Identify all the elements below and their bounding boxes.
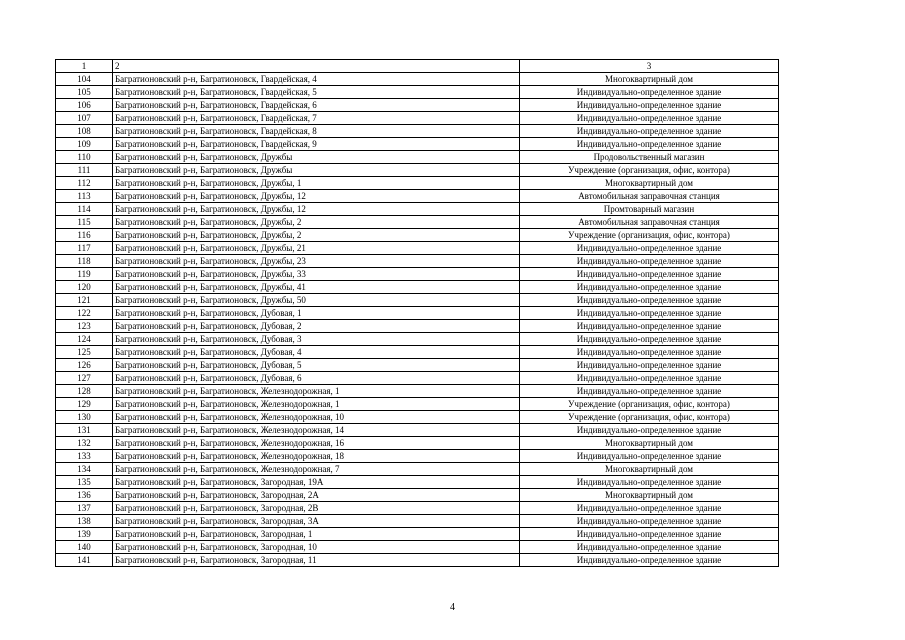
table-row bbox=[56, 229, 779, 242]
row-number-cell: 139 bbox=[56, 528, 113, 541]
row-number-cell: 111 bbox=[56, 164, 113, 177]
address-cell: Багратионовский р-н, Багратионовск, Загородная, 2В bbox=[113, 502, 520, 515]
row-number-cell: 121 bbox=[56, 294, 113, 307]
row-number-cell: 136 bbox=[56, 489, 113, 502]
row-number-cell: 127 bbox=[56, 372, 113, 385]
row-number-cell: 128 bbox=[56, 385, 113, 398]
table-row bbox=[56, 216, 779, 229]
address-cell: Багратионовский р-н, Багратионовск, Дружбы, 12 bbox=[113, 203, 520, 216]
row-number-cell: 116 bbox=[56, 229, 113, 242]
table-row bbox=[56, 333, 779, 346]
row-number-cell: 105 bbox=[56, 86, 113, 99]
table-row bbox=[56, 515, 779, 528]
row-number-cell: 107 bbox=[56, 112, 113, 125]
table-row bbox=[56, 177, 779, 190]
address-cell: Багратионовский р-н, Багратионовск, Дружбы, 1 bbox=[113, 177, 520, 190]
row-number-cell: 119 bbox=[56, 268, 113, 281]
object-type-cell: Учреждение (организация, офис, контора) bbox=[520, 229, 779, 242]
table-row bbox=[56, 138, 779, 151]
object-type-cell: Индивидуально-определенное здание bbox=[520, 138, 779, 151]
object-type-cell: Многоквартирный дом bbox=[520, 437, 779, 450]
address-cell: Багратионовский р-н, Багратионовск, Гвардейская, 5 bbox=[113, 86, 520, 99]
row-number-cell: 141 bbox=[56, 554, 113, 567]
table-row bbox=[56, 528, 779, 541]
address-cell: Багратионовский р-н, Багратионовск, Железнодорожная, 1 bbox=[113, 398, 520, 411]
object-type-cell: Индивидуально-определенное здание bbox=[520, 294, 779, 307]
row-number-cell: 135 bbox=[56, 476, 113, 489]
table-row bbox=[56, 411, 779, 424]
object-type-cell: Индивидуально-определенное здание bbox=[520, 554, 779, 567]
table-row bbox=[56, 164, 779, 177]
address-cell: Багратионовский р-н, Багратионовск, Загородная, 2А bbox=[113, 489, 520, 502]
object-type-cell: Промтоварный магазин bbox=[520, 203, 779, 216]
object-type-cell: Учреждение (организация, офис, контора) bbox=[520, 398, 779, 411]
table-row bbox=[56, 372, 779, 385]
table-row bbox=[56, 541, 779, 554]
address-cell: Багратионовский р-н, Багратионовск, Дружбы, 2 bbox=[113, 216, 520, 229]
object-type-cell: Индивидуально-определенное здание bbox=[520, 320, 779, 333]
address-cell: Багратионовский р-н, Багратионовск, Железнодорожная, 1 bbox=[113, 385, 520, 398]
row-number-cell: 104 bbox=[56, 73, 113, 86]
table-row bbox=[56, 268, 779, 281]
page-number: 4 bbox=[450, 602, 455, 613]
row-number-cell: 115 bbox=[56, 216, 113, 229]
table-row bbox=[56, 151, 779, 164]
address-cell: Багратионовский р-н, Багратионовск, Гвардейская, 4 bbox=[113, 73, 520, 86]
table-row bbox=[56, 112, 779, 125]
object-type-cell: Индивидуально-определенное здание bbox=[520, 502, 779, 515]
row-number-cell: 113 bbox=[56, 190, 113, 203]
address-cell: Багратионовский р-н, Багратионовск, Дубовая, 1 bbox=[113, 307, 520, 320]
address-cell: Багратионовский р-н, Багратионовск, Гвардейская, 7 bbox=[113, 112, 520, 125]
address-cell: Багратионовский р-н, Багратионовск, Дружбы, 33 bbox=[113, 268, 520, 281]
table-row bbox=[56, 346, 779, 359]
object-type-cell: Учреждение (организация, офис, контора) bbox=[520, 164, 779, 177]
table-row bbox=[56, 125, 779, 138]
row-number-cell: 108 bbox=[56, 125, 113, 138]
object-type-cell: Индивидуально-определенное здание bbox=[520, 125, 779, 138]
object-type-cell: Индивидуально-определенное здание bbox=[520, 333, 779, 346]
address-cell: Багратионовский р-н, Багратионовск, Дружбы, 2 bbox=[113, 229, 520, 242]
table-row bbox=[56, 307, 779, 320]
table-row bbox=[56, 294, 779, 307]
row-number-cell: 123 bbox=[56, 320, 113, 333]
address-cell: Багратионовский р-н, Багратионовск, Дружбы bbox=[113, 151, 520, 164]
address-cell: Багратионовский р-н, Багратионовск, Дубовая, 3 bbox=[113, 333, 520, 346]
row-number-cell: 114 bbox=[56, 203, 113, 216]
object-type-cell: Индивидуально-определенное здание bbox=[520, 515, 779, 528]
object-type-cell: Автомобильная заправочная станция bbox=[520, 216, 779, 229]
row-number-cell: 138 bbox=[56, 515, 113, 528]
table-row bbox=[56, 255, 779, 268]
address-cell: Багратионовский р-н, Багратионовск, Дубовая, 4 bbox=[113, 346, 520, 359]
address-cell: Багратионовский р-н, Багратионовск, Железнодорожная, 14 bbox=[113, 424, 520, 437]
address-cell: Багратионовский р-н, Багратионовск, Железнодорожная, 18 bbox=[113, 450, 520, 463]
address-cell: Багратионовский р-н, Багратионовск, Железнодорожная, 10 bbox=[113, 411, 520, 424]
row-number-cell: 130 bbox=[56, 411, 113, 424]
address-cell: Багратионовский р-н, Багратионовск, Гвардейская, 9 bbox=[113, 138, 520, 151]
row-number-cell: 140 bbox=[56, 541, 113, 554]
table-row bbox=[56, 242, 779, 255]
object-type-cell: Автомобильная заправочная станция bbox=[520, 190, 779, 203]
table-row bbox=[56, 86, 779, 99]
address-cell: Багратионовский р-н, Багратионовск, Дружбы, 50 bbox=[113, 294, 520, 307]
row-number-cell: 125 bbox=[56, 346, 113, 359]
address-cell: Багратионовский р-н, Багратионовск, Гвардейская, 6 bbox=[113, 99, 520, 112]
address-cell: Багратионовский р-н, Багратионовск, Гвардейская, 8 bbox=[113, 125, 520, 138]
property-table bbox=[55, 59, 779, 567]
address-cell: Багратионовский р-н, Багратионовск, Дружбы, 23 bbox=[113, 255, 520, 268]
table-row bbox=[56, 502, 779, 515]
table-body bbox=[56, 73, 779, 567]
address-cell: Багратионовский р-н, Багратионовск, Железнодорожная, 7 bbox=[113, 463, 520, 476]
address-cell: Багратионовский р-н, Багратионовск, Дружбы bbox=[113, 164, 520, 177]
row-number-cell: 106 bbox=[56, 99, 113, 112]
table-row bbox=[56, 99, 779, 112]
table-row bbox=[56, 437, 779, 450]
row-number-cell: 112 bbox=[56, 177, 113, 190]
header-col-1: 1 bbox=[56, 60, 113, 73]
object-type-cell: Многоквартирный дом bbox=[520, 73, 779, 86]
table-row bbox=[56, 320, 779, 333]
object-type-cell: Индивидуально-определенное здание bbox=[520, 255, 779, 268]
object-type-cell: Индивидуально-определенное здание bbox=[520, 86, 779, 99]
table-row bbox=[56, 424, 779, 437]
object-type-cell: Многоквартирный дом bbox=[520, 177, 779, 190]
object-type-cell: Индивидуально-определенное здание bbox=[520, 424, 779, 437]
address-cell: Багратионовский р-н, Багратионовск, Дубовая, 2 bbox=[113, 320, 520, 333]
row-number-cell: 133 bbox=[56, 450, 113, 463]
object-type-cell: Многоквартирный дом bbox=[520, 489, 779, 502]
object-type-cell: Многоквартирный дом bbox=[520, 463, 779, 476]
row-number-cell: 109 bbox=[56, 138, 113, 151]
address-cell: Багратионовский р-н, Багратионовск, Загородная, 11 bbox=[113, 554, 520, 567]
table-row bbox=[56, 190, 779, 203]
table-row bbox=[56, 281, 779, 294]
row-number-cell: 117 bbox=[56, 242, 113, 255]
table-row bbox=[56, 463, 779, 476]
row-number-cell: 132 bbox=[56, 437, 113, 450]
table-row bbox=[56, 73, 779, 86]
object-type-cell: Продовольственный магазин bbox=[520, 151, 779, 164]
object-type-cell: Индивидуально-определенное здание bbox=[520, 450, 779, 463]
table-row bbox=[56, 476, 779, 489]
address-cell: Багратионовский р-н, Багратионовск, Загородная, 19А bbox=[113, 476, 520, 489]
object-type-cell: Индивидуально-определенное здание bbox=[520, 242, 779, 255]
row-number-cell: 134 bbox=[56, 463, 113, 476]
address-cell: Багратионовский р-н, Багратионовск, Загородная, 1 bbox=[113, 528, 520, 541]
object-type-cell: Индивидуально-определенное здание bbox=[520, 307, 779, 320]
row-number-cell: 129 bbox=[56, 398, 113, 411]
address-cell: Багратионовский р-н, Багратионовск, Дубовая, 6 bbox=[113, 372, 520, 385]
table-header-row bbox=[56, 60, 779, 73]
table-row bbox=[56, 398, 779, 411]
table-row bbox=[56, 359, 779, 372]
object-type-cell: Индивидуально-определенное здание bbox=[520, 372, 779, 385]
header-col-2: 2 bbox=[113, 60, 520, 73]
object-type-cell: Индивидуально-определенное здание bbox=[520, 385, 779, 398]
table-row bbox=[56, 203, 779, 216]
table-row bbox=[56, 489, 779, 502]
address-cell: Багратионовский р-н, Багратионовск, Дружбы, 12 bbox=[113, 190, 520, 203]
object-type-cell: Индивидуально-определенное здание bbox=[520, 359, 779, 372]
row-number-cell: 126 bbox=[56, 359, 113, 372]
row-number-cell: 110 bbox=[56, 151, 113, 164]
row-number-cell: 131 bbox=[56, 424, 113, 437]
address-cell: Багратионовский р-н, Багратионовск, Дружбы, 21 bbox=[113, 242, 520, 255]
row-number-cell: 122 bbox=[56, 307, 113, 320]
object-type-cell: Индивидуально-определенное здание bbox=[520, 99, 779, 112]
table-row bbox=[56, 554, 779, 567]
row-number-cell: 137 bbox=[56, 502, 113, 515]
address-cell: Багратионовский р-н, Багратионовск, Дружбы, 41 bbox=[113, 281, 520, 294]
object-type-cell: Индивидуально-определенное здание bbox=[520, 346, 779, 359]
object-type-cell: Индивидуально-определенное здание bbox=[520, 541, 779, 554]
object-type-cell: Индивидуально-определенное здание bbox=[520, 476, 779, 489]
table-row bbox=[56, 450, 779, 463]
row-number-cell: 118 bbox=[56, 255, 113, 268]
object-type-cell: Учреждение (организация, офис, контора) bbox=[520, 411, 779, 424]
object-type-cell: Индивидуально-определенное здание bbox=[520, 268, 779, 281]
header-col-3: 3 bbox=[520, 60, 779, 73]
object-type-cell: Индивидуально-определенное здание bbox=[520, 528, 779, 541]
row-number-cell: 120 bbox=[56, 281, 113, 294]
address-cell: Багратионовский р-н, Багратионовск, Загородная, 3А bbox=[113, 515, 520, 528]
row-number-cell: 124 bbox=[56, 333, 113, 346]
object-type-cell: Индивидуально-определенное здание bbox=[520, 112, 779, 125]
address-cell: Багратионовский р-н, Багратионовск, Загородная, 10 bbox=[113, 541, 520, 554]
address-cell: Багратионовский р-н, Багратионовск, Дубовая, 5 bbox=[113, 359, 520, 372]
table-row bbox=[56, 385, 779, 398]
address-cell: Багратионовский р-н, Багратионовск, Железнодорожная, 16 bbox=[113, 437, 520, 450]
object-type-cell: Индивидуально-определенное здание bbox=[520, 281, 779, 294]
